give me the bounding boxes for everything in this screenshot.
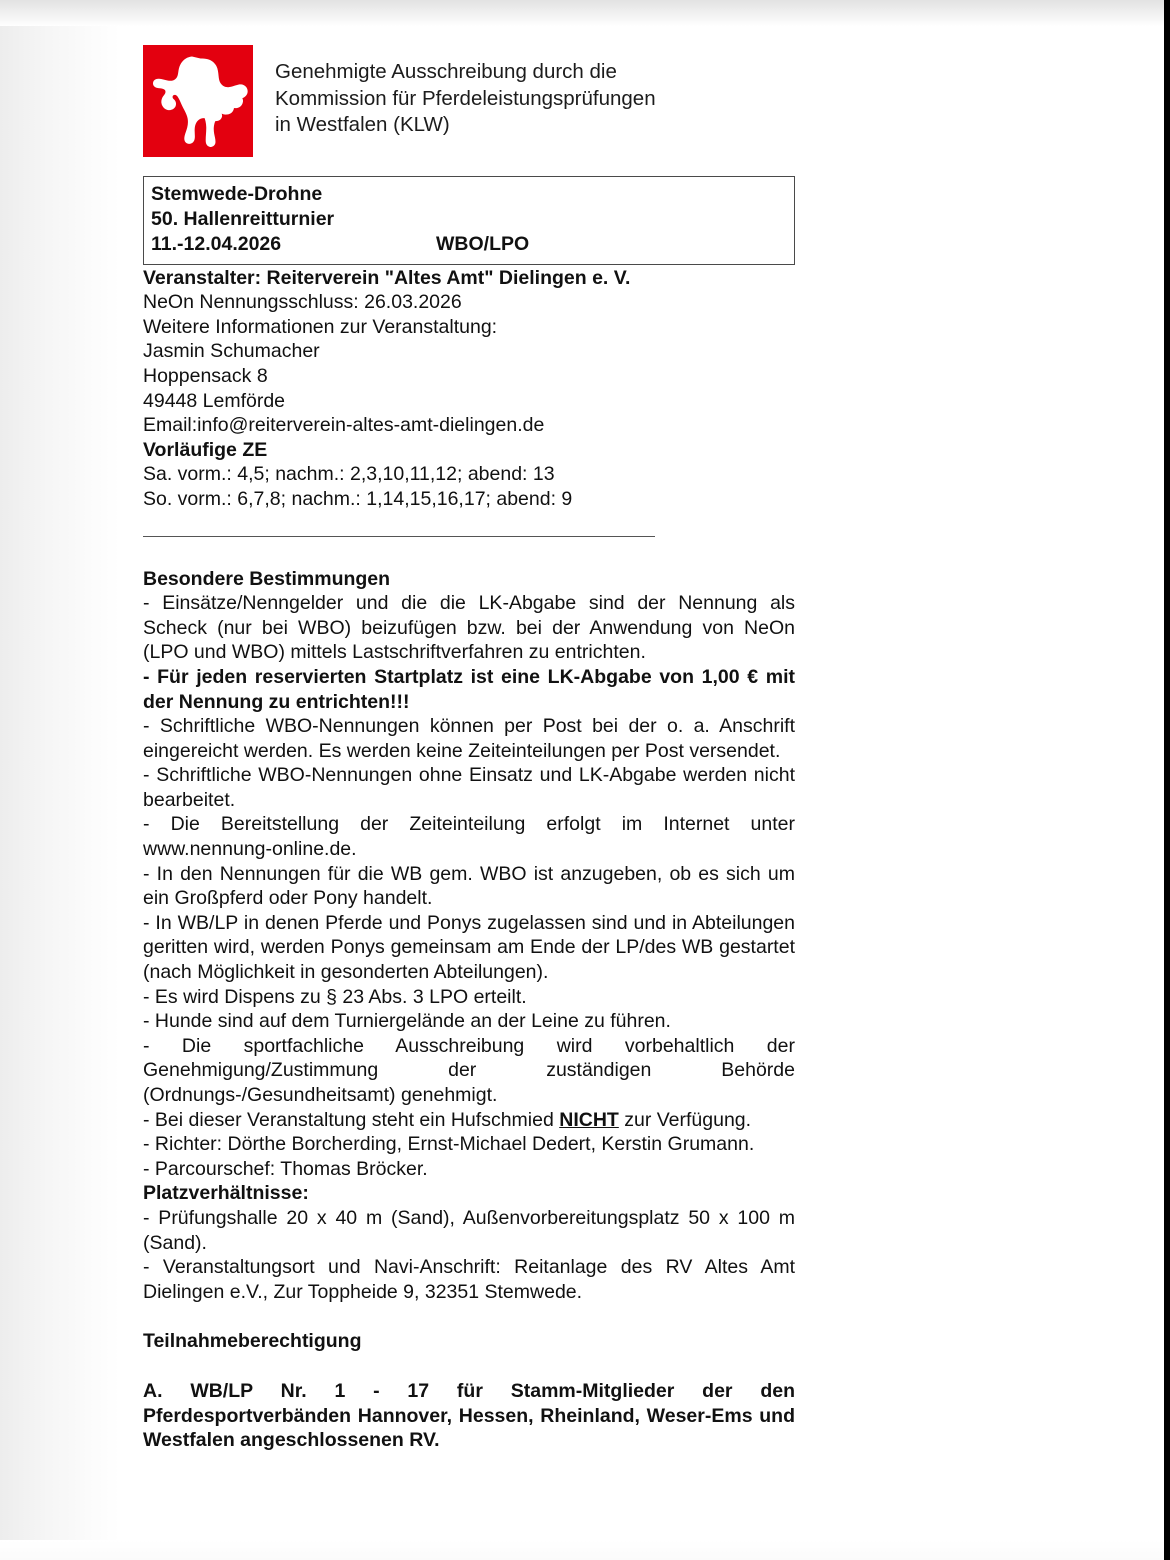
event-summary-box <box>143 176 795 265</box>
term-course-designer: - Parcourschef: Thomas Bröcker. <box>143 1157 428 1180</box>
event-date-row <box>151 232 787 257</box>
term-pony-start-order: - In WB/LP in denen Pferde und Ponys zugelassen sind und in Abteilungen geritten wird, werden Ponys gemeinsam am Ende der LP/des WB gestartet (nach Möglichkeit in gesonderten Abteilungen). <box>143 911 795 984</box>
term-authority-approval: - Die sportfachliche Ausschreibung wird vorbehaltlich der Genehmigung/Zustimmung der zuständigen Behörde (Ordnungs-/Gesundheitsamt) genehmigt. <box>143 1034 795 1107</box>
header-line-1: Genehmigte Ausschreibung durch die <box>275 60 617 83</box>
event-date: 11.-12.04.2026 <box>151 233 282 256</box>
event-name: 50. Hallenreitturnier <box>151 208 335 231</box>
schedule-heading: Vorläufige ZE <box>143 438 268 461</box>
venue-address: - Veranstaltungsort und Navi-Anschrift: Reitanlage des RV Altes Amt Dielingen e.V., Zur Toppheide 9, 32351 Stemwede. <box>143 1256 795 1303</box>
contact-name: Jasmin Schumacher <box>143 340 320 363</box>
header-line-3: in Westfalen (KLW) <box>275 113 450 136</box>
section-divider <box>143 536 655 537</box>
header-title-block <box>275 45 656 139</box>
term-dispens: - Es wird Dispens zu § 23 Abs. 3 LPO erteilt. <box>143 985 527 1008</box>
term-judges: - Richter: Dörthe Borcherding, Ernst-Michael Dedert, Kerstin Grumann. <box>143 1133 755 1156</box>
more-info-label: Weitere Informationen zur Veranstaltung: <box>143 315 498 338</box>
scan-left-shading <box>0 0 120 1560</box>
westphalian-rearing-horse-logo <box>143 45 253 157</box>
document-page <box>143 0 795 1453</box>
special-terms-section <box>143 567 795 1182</box>
term-fees: - Einsätze/Nenngelder und die die LK-Abgabe sind der Nennung als Scheck (nur bei WBO) beizufügen bzw. bei der Anwendung von NeOn (LPO und WBO) mittels Lastschriftverfahren zu entrichten. <box>143 592 795 664</box>
event-info-block <box>143 266 795 512</box>
schedule-saturday: Sa. vorm.: 4,5; nachm.: 2,3,10,11,12; abend: 13 <box>143 463 555 486</box>
eligibility-heading: Teilnahmeberechtigung <box>143 1330 362 1353</box>
special-terms-heading: Besondere Bestimmungen <box>143 567 391 590</box>
document-header <box>143 0 795 157</box>
venue-heading: Platzverhältnisse: <box>143 1182 309 1205</box>
term-farrier-emphasis: NICHT <box>559 1108 619 1131</box>
scan-bottom-shading <box>0 1540 1164 1560</box>
contact-city: 49448 Lemförde <box>143 389 286 412</box>
eligibility-item-a: A. WB/LP Nr. 1 - 17 für Stamm-Mitglieder der den Pferdesportverbänden Hannover, Hessen, Rheinland, Weser-Ems und Westfalen angeschlossenen RV. <box>143 1379 795 1452</box>
eligibility-section <box>143 1329 795 1452</box>
term-pony-declaration: - In den Nennungen für die WB gem. WBO ist anzugeben, ob es sich um ein Großpferd oder Pony handelt. <box>143 862 795 910</box>
term-farrier <box>143 1108 795 1133</box>
term-dogs: - Hunde sind auf dem Turniergelände an der Leine zu führen. <box>143 1010 671 1033</box>
event-location: Stemwede-Drohne <box>151 183 323 205</box>
term-lk-fee: - Für jeden reservierten Startplatz ist eine LK-Abgabe von 1,00 € mit der Nennung zu entrichten!!! <box>143 665 795 713</box>
term-farrier-text-after: zur Verfügung. <box>618 1108 752 1131</box>
term-no-fee-entries: - Schriftliche WBO-Nennungen ohne Einsatz und LK-Abgabe werden nicht bearbeitet. <box>143 764 795 811</box>
schedule-sunday: So. vorm.: 6,7,8; nachm.: 1,14,15,16,17; abend: 9 <box>143 487 573 510</box>
term-schedule-online: - Die Bereitstellung der Zeiteinteilung erfolgt im Internet unter www.nennung-online.de. <box>143 813 795 861</box>
event-regulation: WBO/LPO <box>436 233 530 256</box>
scan-right-edge-strip <box>1164 0 1170 1560</box>
organizer-line: Veranstalter: Reiterverein "Altes Amt" Dielingen e. V. <box>143 266 631 289</box>
venue-section <box>143 1181 795 1304</box>
term-post-entries: - Schriftliche WBO-Nennungen können per Post bei der o. a. Anschrift eingereicht werden. Es werden keine Zeiteinteilungen per Post versendet. <box>143 715 795 762</box>
venue-arenas: - Prüfungshalle 20 x 40 m (Sand), Außenvorbereitungsplatz 50 x 100 m (Sand). <box>143 1206 795 1254</box>
header-line-2: Kommission für Pferdeleistungsprüfungen <box>275 86 656 110</box>
section-spacer <box>143 1304 795 1329</box>
contact-street: Hoppensack 8 <box>143 364 268 387</box>
term-farrier-text-before: - Bei dieser Veranstaltung steht ein Hufschmied <box>143 1108 560 1131</box>
entry-deadline-line: NeOn Nennungsschluss: 26.03.2026 <box>143 291 462 314</box>
contact-email: Email:info@reiterverein-altes-amt-dielingen.de <box>143 414 545 437</box>
eligibility-spacer <box>143 1354 795 1379</box>
